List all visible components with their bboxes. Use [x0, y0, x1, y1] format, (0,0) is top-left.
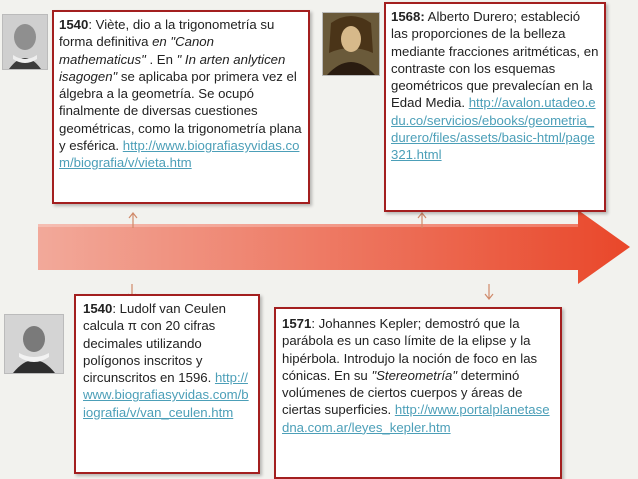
event-year: 1540 [59, 17, 89, 32]
connector-up-arrow-1 [128, 212, 138, 228]
event-box-van-ceulen [74, 294, 260, 474]
event-description: determinó volúmenes de ciertos cuerpos y áreas de ciertas superficies. [282, 367, 523, 418]
event-link[interactable]: http://www.biografiasyvidas.com/biografia/v/vieta.htm [59, 138, 300, 171]
event-description: . En [145, 51, 177, 67]
event-link[interactable]: http://www.portalplanetasedna.com.ar/leyes_kepler.htm [282, 402, 550, 435]
event-description: se aplicaba por primera vez el álgebra a la geometría. Se ocupó finalmente de diversas cuestiones geométricas, como la trigonometría plana y esférica. [59, 68, 302, 154]
event-year: 1568: [391, 9, 425, 24]
portrait-van-ceulen [4, 314, 64, 374]
event-text-durero [391, 8, 599, 164]
event-description-italic: en "Canon mathematicus" [59, 34, 214, 67]
connector-up-arrow-2 [417, 212, 427, 228]
event-text-kepler [282, 315, 554, 436]
event-year: 1540 [83, 301, 113, 316]
event-text-viete [59, 16, 303, 172]
connector-down-arrow-2 [484, 284, 494, 300]
event-description: : Viète, dio a la trigonometría su forma definitiva [59, 17, 275, 50]
event-year: 1571 [282, 316, 312, 331]
event-box-kepler [274, 307, 562, 479]
event-box-viete [52, 10, 310, 204]
event-description: : Ludolf van Ceulen calcula π con 20 cifras decimales utilizando polígonos inscritos y circunscritos en 1596. [83, 301, 226, 386]
event-text-van-ceulen [83, 300, 251, 421]
event-description-italic: "Stereometría" [371, 367, 458, 383]
portrait-viete [2, 14, 48, 70]
timeline-arrow [38, 210, 630, 284]
event-box-durero [384, 2, 606, 212]
event-description: : Johannes Kepler; demostró que la parábola es un caso límite de la elipse y la hipérbola. Introdujo la noción de foco en las cónicas. En su [282, 316, 538, 383]
event-link[interactable]: http://www.biografiasyvidas.com/biografia/v/van_ceulen.htm [83, 370, 249, 420]
event-description-italic: " In arten anlyticen isagogen" [59, 51, 286, 84]
event-link[interactable]: http://avalon.utadeo.edu.co/servicios/ebooks/geometria_durero/files/assets/basic-html/page321.html [391, 95, 596, 163]
event-description: Alberto Durero; estableció las proporciones de la belleza mediante fracciones aritméticas, en contraste con los esquemas geométricos que prevalecían en la Edad Media. [391, 9, 599, 111]
portrait-durero [322, 12, 380, 76]
